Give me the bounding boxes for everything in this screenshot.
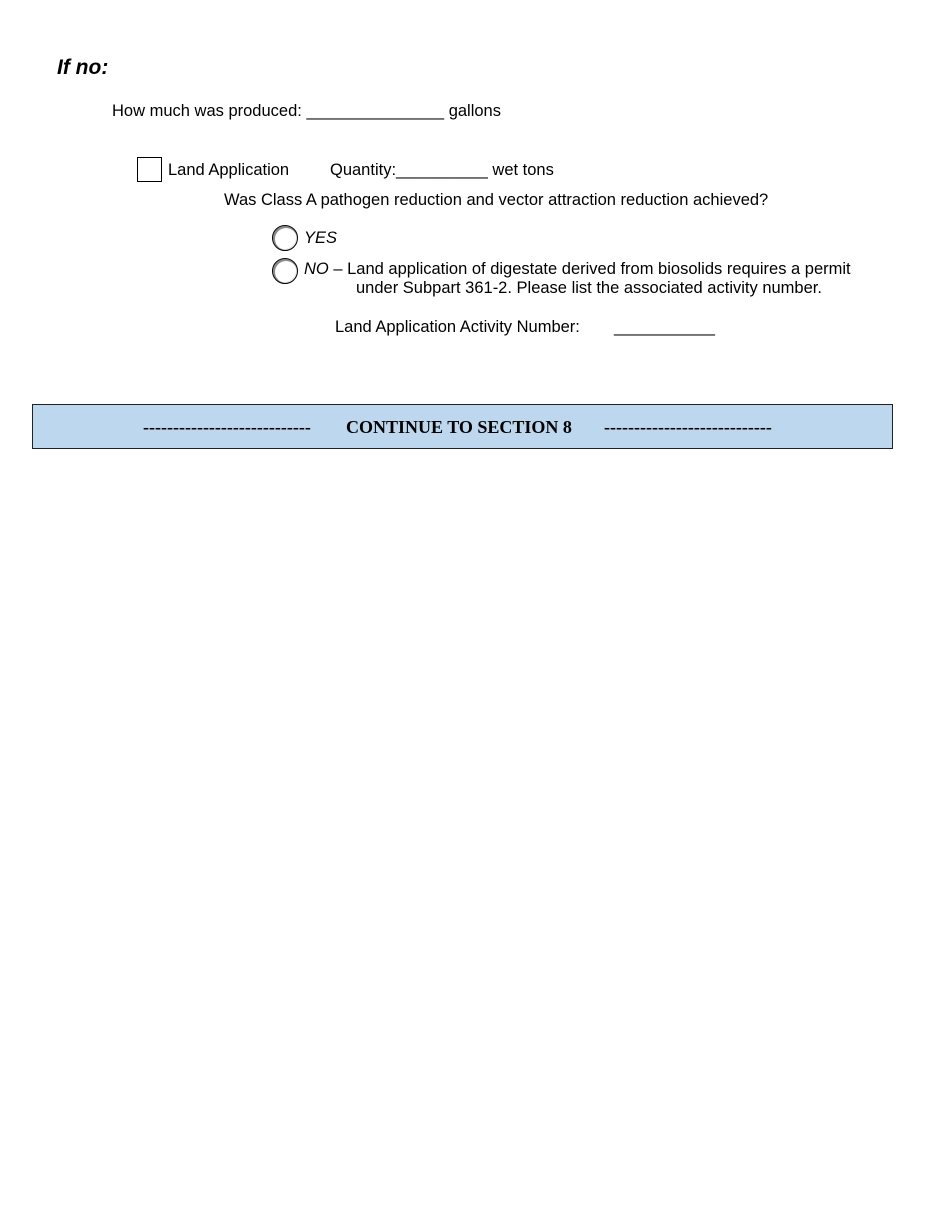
no-radio[interactable] xyxy=(272,258,298,284)
quantity-row xyxy=(330,160,554,180)
produced-row xyxy=(112,101,501,121)
no-label: NO xyxy=(304,260,329,278)
banner-left-dashes: ---------------------------- xyxy=(143,417,311,437)
produced-label: How much was produced: xyxy=(112,102,302,120)
no-option-text xyxy=(304,259,851,279)
produced-unit: gallons xyxy=(448,102,501,120)
banner-right-dashes: ---------------------------- xyxy=(604,417,772,437)
quantity-unit: wet tons xyxy=(492,161,554,179)
activity-number-field[interactable]: ___________ xyxy=(614,318,715,336)
quantity-field[interactable]: __________ xyxy=(396,161,488,179)
yes-label: YES xyxy=(304,229,338,247)
yes-radio[interactable] xyxy=(272,225,298,251)
no-description-line1: – Land application of digestate derived from biosolids requires a permit xyxy=(333,260,851,278)
continue-banner xyxy=(32,404,893,449)
land-application-label: Land Application xyxy=(168,161,290,179)
continue-to-section-8-link[interactable]: CONTINUE TO SECTION 8 xyxy=(346,417,572,437)
quantity-label: Quantity: xyxy=(330,161,397,179)
produced-amount-field[interactable]: _______________ xyxy=(306,102,445,120)
no-description-line2: under Subpart 361-2. Please list the associated activity number. xyxy=(356,279,822,297)
section-heading: If no: xyxy=(57,56,109,79)
pathogen-question: Was Class A pathogen reduction and vector attraction reduction achieved? xyxy=(224,191,769,209)
land-application-checkbox[interactable] xyxy=(137,157,162,182)
activity-number-label: Land Application Activity Number: xyxy=(335,318,580,336)
